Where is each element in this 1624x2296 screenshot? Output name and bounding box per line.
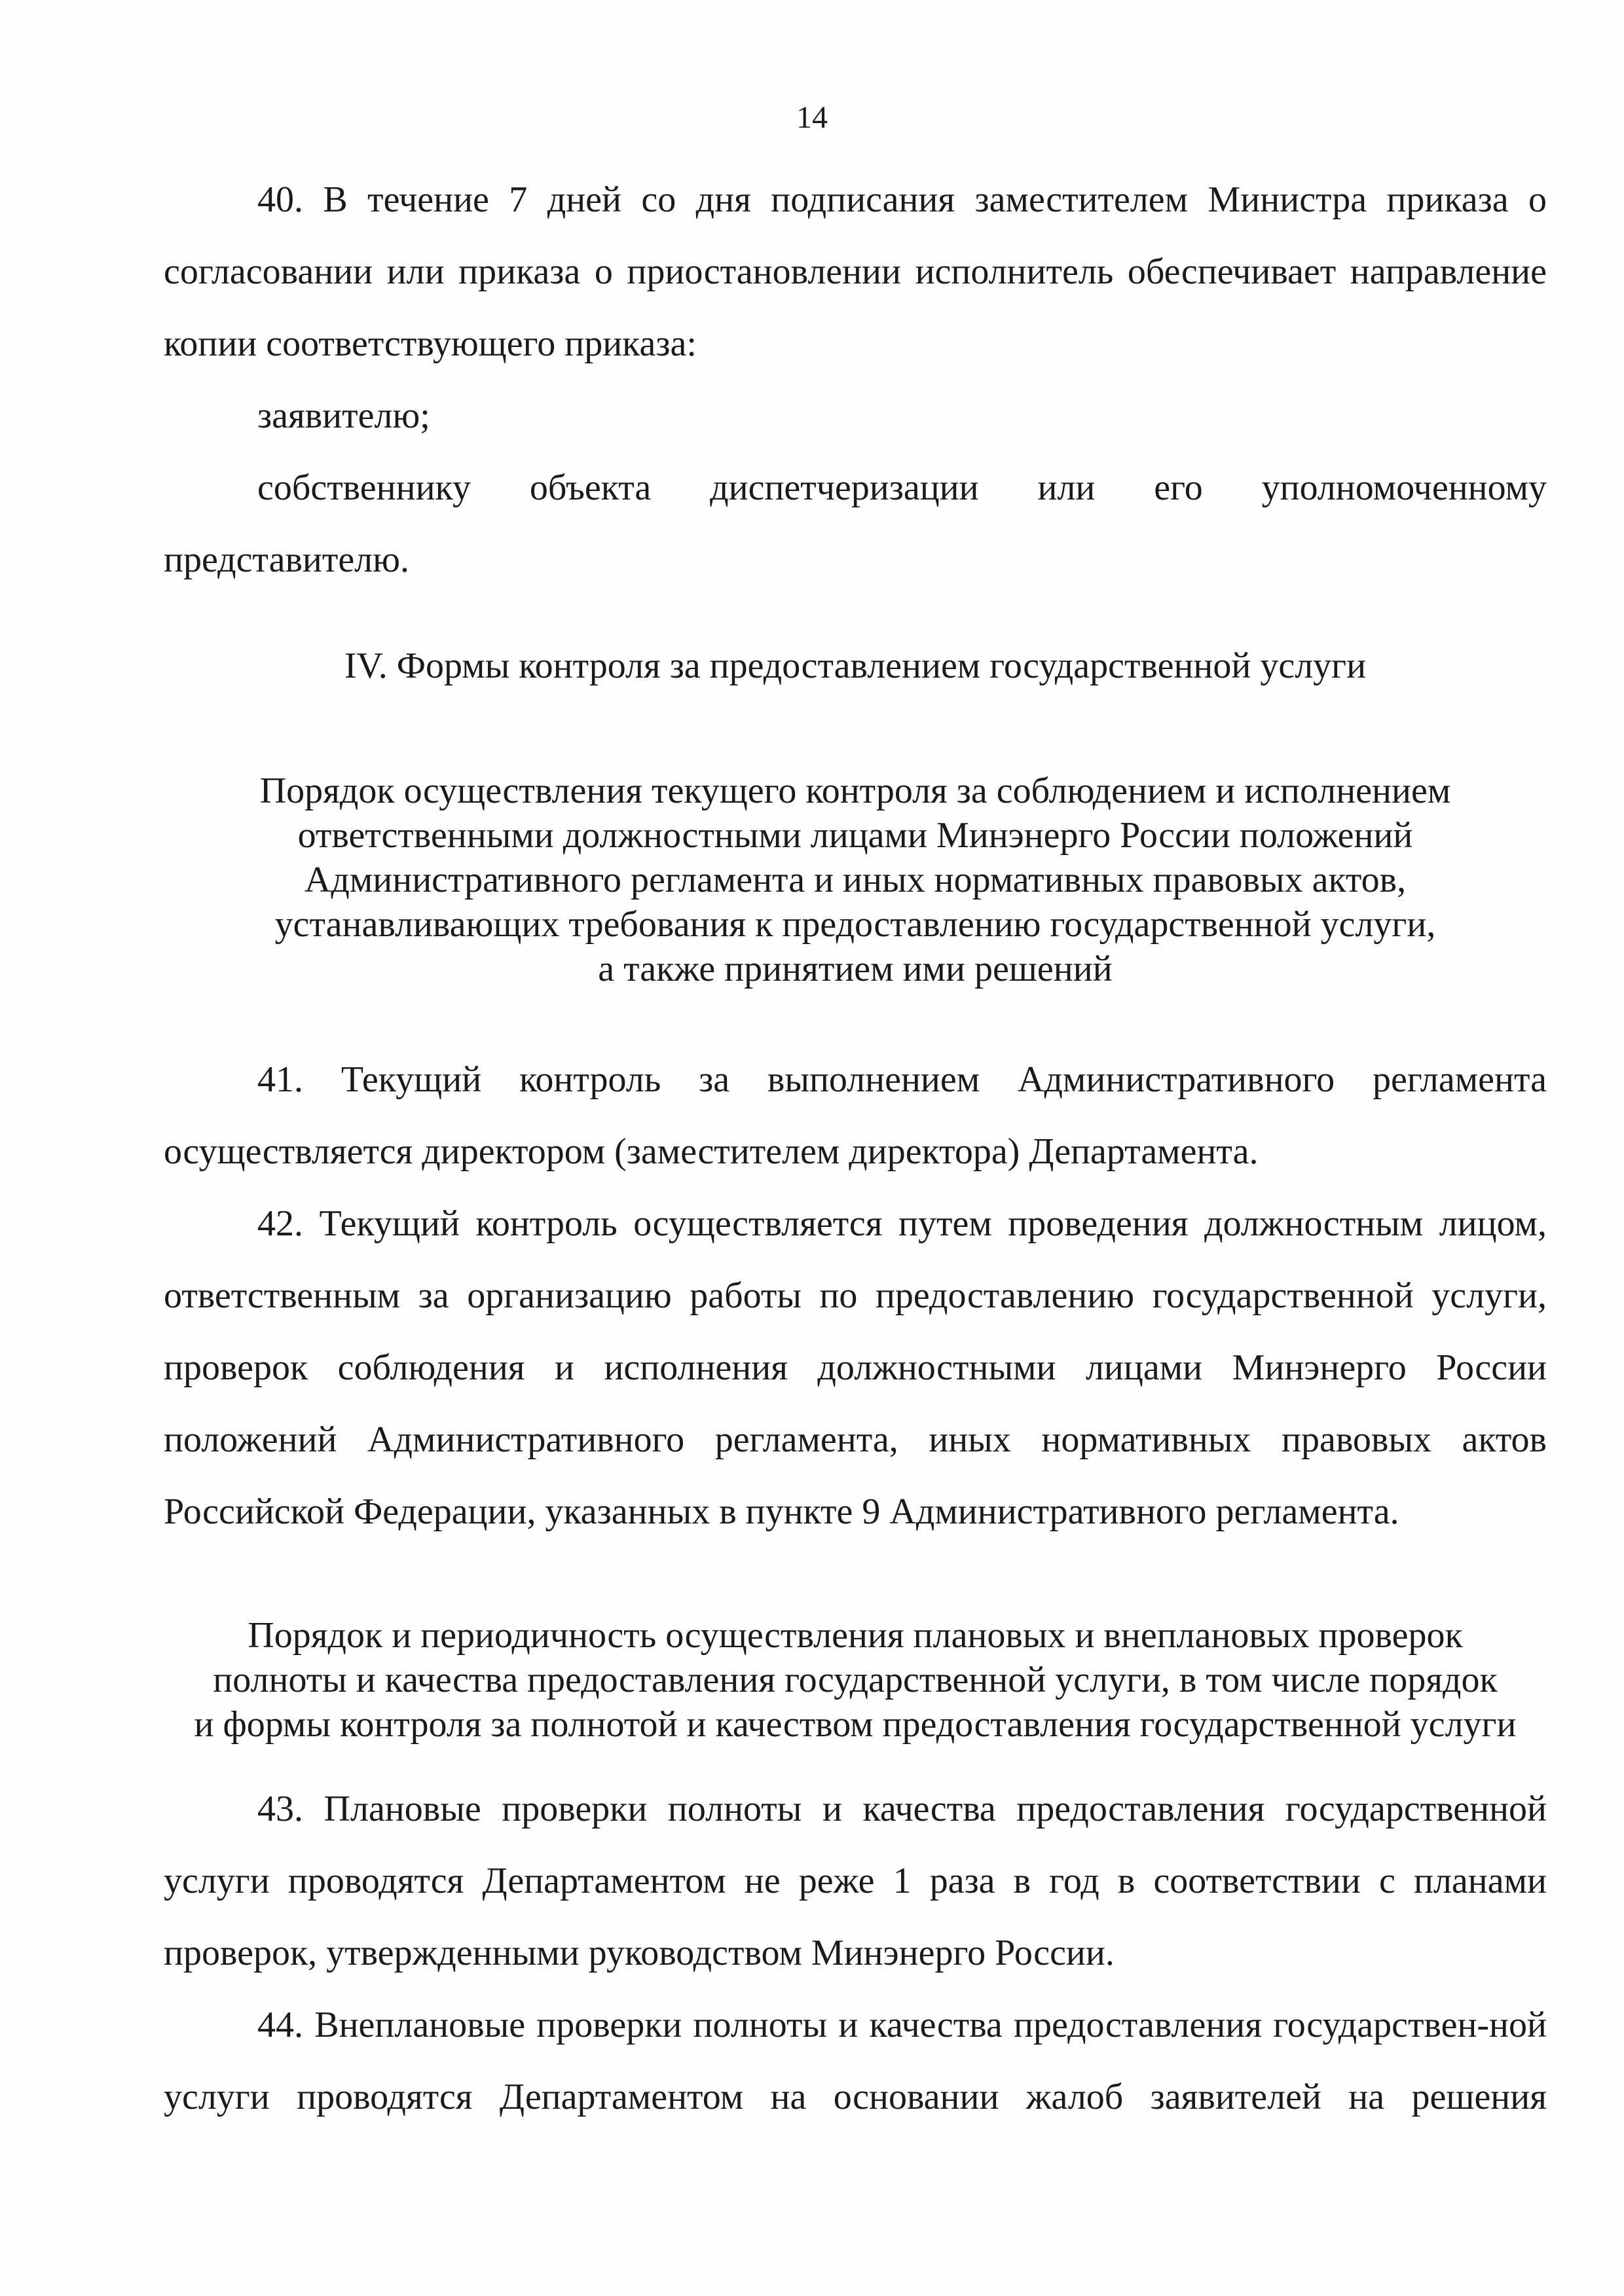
heading-line: ответственными должностными лицами Минэнерго России положений [297, 815, 1413, 856]
heading-line: полноты и качества предоставления государственной услуги, в том числе порядок [213, 1660, 1498, 1700]
list-item-applicant: заявителю; [257, 395, 430, 436]
list-item-owner: собственнику объекта диспетчеризации или его уполномоченному представителю. [164, 467, 1547, 580]
heading-line: а также принятием ими решений [598, 949, 1113, 989]
paragraph-43: 43. Плановые проверки полноты и качества предоставления государственной услуги проводятся Департаментом не реже 1 раза в год в соответствии с планами проверок, утвержденными руководством Минэнерго России. [164, 1789, 1547, 1973]
heading-line: устанавливающих требования к предоставлению государственной услуги, [274, 904, 1436, 945]
paragraph-41: 41. Текущий контроль за выполнением Административного регламента осуществляется директором (заместителем директора) Департамента. [164, 1059, 1547, 1172]
subsection-heading-inspections [164, 1613, 1547, 1747]
heading-line: и формы контроля за полнотой и качеством предоставления государственной услуги [194, 1704, 1517, 1745]
heading-line: Порядок и периодичность осуществления плановых и внеплановых проверок [248, 1615, 1463, 1656]
section-iv-title: IV. Формы контроля за предоставлением государственной услуги [344, 646, 1367, 686]
paragraph-42: 42. Текущий контроль осуществляется путем проведения должностным лицом, ответственным за организацию работы по предоставлению государственной услуги, проверок соблюдения и исполнения должностными лицами Минэнерго России положений Административного регламента, иных нормативных правовых актов Российской Федерации, указанных в пункте 9 Административного регламента. [164, 1203, 1547, 1532]
document-body [164, 164, 1547, 2133]
paragraph-44: 44. Внеплановые проверки полноты и качества предоставления государствен-ной услуги проводятся Департаментом на основании жалоб заявителей на решения [164, 2005, 1547, 2117]
heading-line: Порядок осуществления текущего контроля за соблюдением и исполнением [259, 771, 1451, 811]
subsection-heading-current-control [164, 769, 1547, 991]
paragraph-40: 40. В течение 7 дней со дня подписания заместителем Министра приказа о согласовании или приказа о приостановлении исполнитель обеспечивает направление копии соответствующего приказа: [164, 179, 1547, 364]
heading-line: Административного регламента и иных нормативных правовых актов, [304, 860, 1407, 900]
page-number: 14 [796, 100, 828, 135]
